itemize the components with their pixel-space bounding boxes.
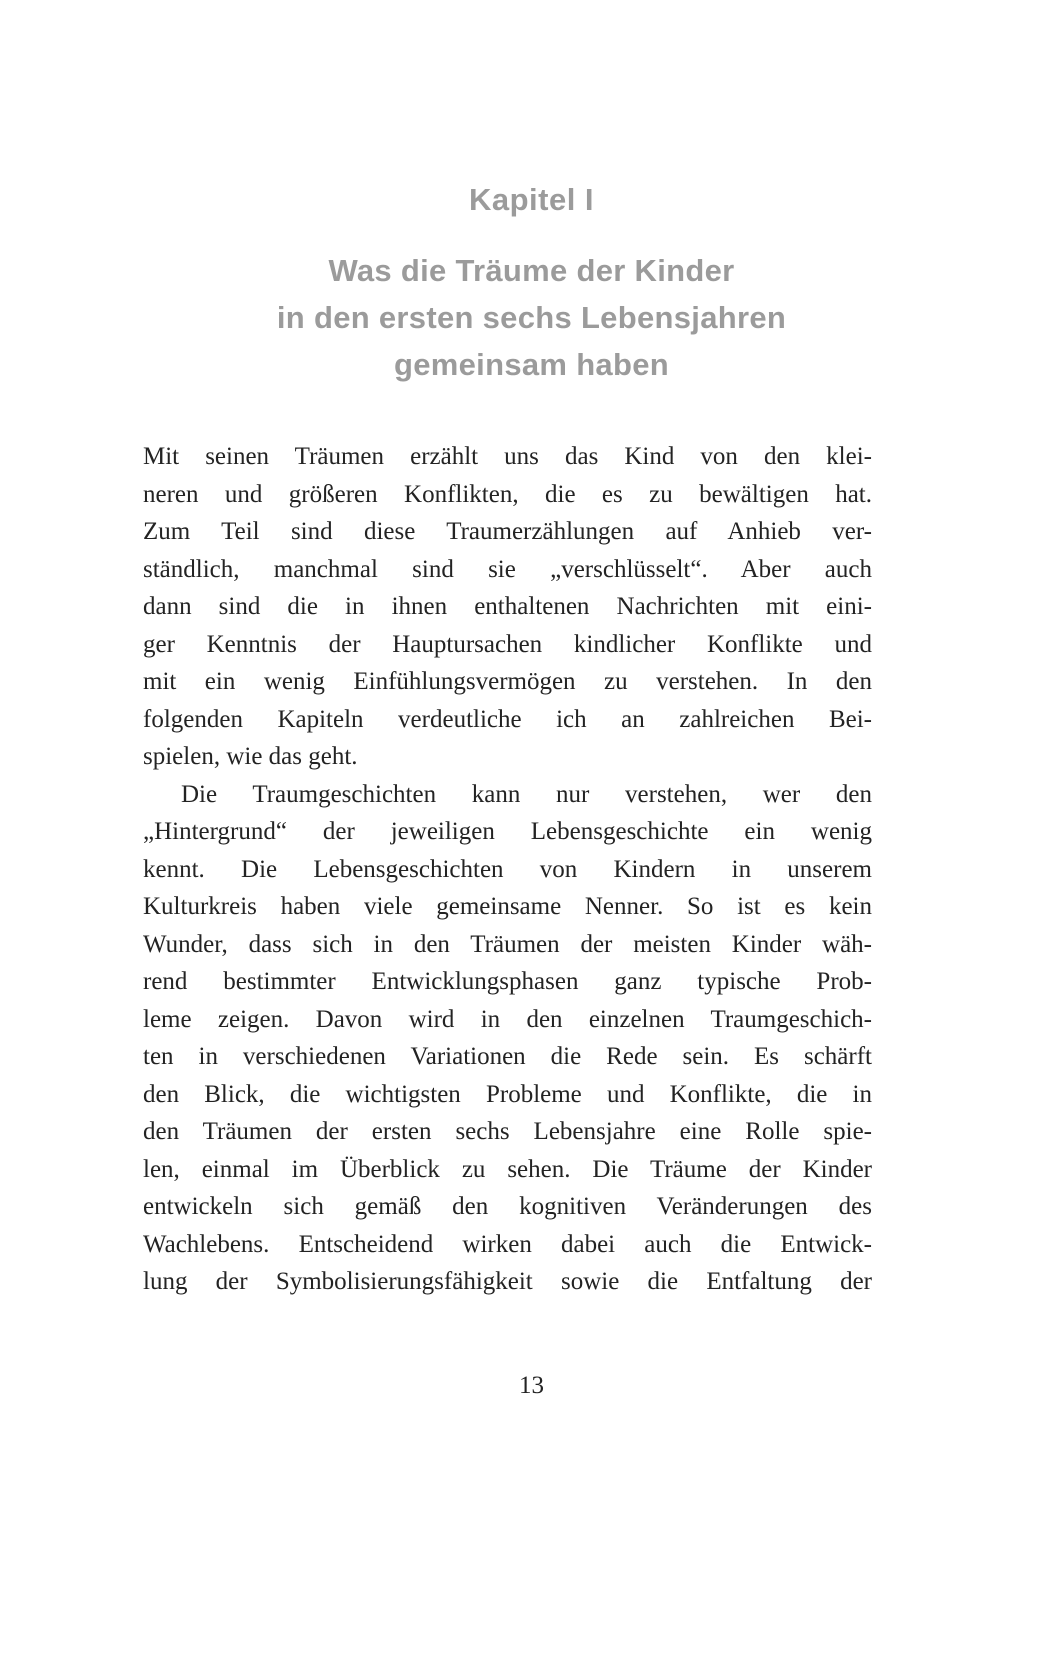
text-line: mit ein wenig Einfühlungsvermögen zu verstehen. In den (143, 668, 872, 695)
chapter-title-line: in den ersten sechs Lebensjahren (276, 300, 787, 335)
chapter-title (0, 247, 1063, 388)
text-line: Die Traumgeschichten kann nur verstehen, wer den (181, 780, 872, 808)
text-line: Wunder, dass sich in den Träumen der meisten Kinder wäh- (143, 930, 872, 958)
text-line: leme zeigen. Davon wird in den einzelnen Traumgeschich- (143, 1005, 872, 1033)
text-line: ständlich, manchmal sind sie „verschlüsselt“. Aber auch (143, 555, 872, 583)
text-line: kennt. Die Lebensgeschichten von Kindern in unserem (143, 855, 872, 883)
chapter-kicker: Kapitel I (468, 182, 595, 217)
chapter-title-line: Was die Träume der Kinder (328, 253, 735, 288)
text-line: „Hintergrund“ der jeweiligen Lebensgeschichte ein wenig (143, 818, 872, 845)
text-line: Kulturkreis haben viele gemeinsame Nenner. So ist es kein (143, 893, 872, 920)
page-number: 13 (519, 1372, 544, 1399)
text-line: lung der Symbolisierungsfähigkeit sowie die Entfaltung der (143, 1268, 872, 1295)
text-line: neren und größeren Konflikten, die es zu bewältigen hat. (143, 480, 872, 508)
text-line: den Träumen der ersten sechs Lebensjahre eine Rolle spie- (143, 1118, 872, 1145)
text-line: spielen, wie das geht. (143, 743, 358, 770)
text-line: Zum Teil sind diese Traumerzählungen auf Anhieb ver- (143, 518, 872, 545)
text-line: Mit seinen Träumen erzählt uns das Kind von den klei- (143, 443, 872, 470)
text-line: den Blick, die wichtigsten Probleme und Konflikte, die in (143, 1080, 872, 1108)
text-line: entwickeln sich gemäß den kognitiven Veränderungen des (143, 1193, 872, 1220)
text-line: len, einmal im Überblick zu sehen. Die Träume der Kinder (143, 1155, 872, 1183)
chapter-title-line: gemeinsam haben (394, 347, 669, 382)
body-text (143, 438, 872, 1301)
text-line: ger Kenntnis der Hauptursachen kindlicher Konflikte und (143, 630, 872, 658)
text-line: folgenden Kapiteln verdeutliche ich an zahlreichen Bei- (143, 705, 872, 733)
text-line: Wachlebens. Entscheidend wirken dabei auch die Entwick- (143, 1230, 872, 1258)
text-line: rend bestimmter Entwicklungsphasen ganz typische Prob- (143, 968, 872, 995)
text-line: ten in verschiedenen Variationen die Rede sein. Es schärft (143, 1043, 872, 1070)
text-line: dann sind die in ihnen enthaltenen Nachrichten mit eini- (143, 593, 872, 620)
